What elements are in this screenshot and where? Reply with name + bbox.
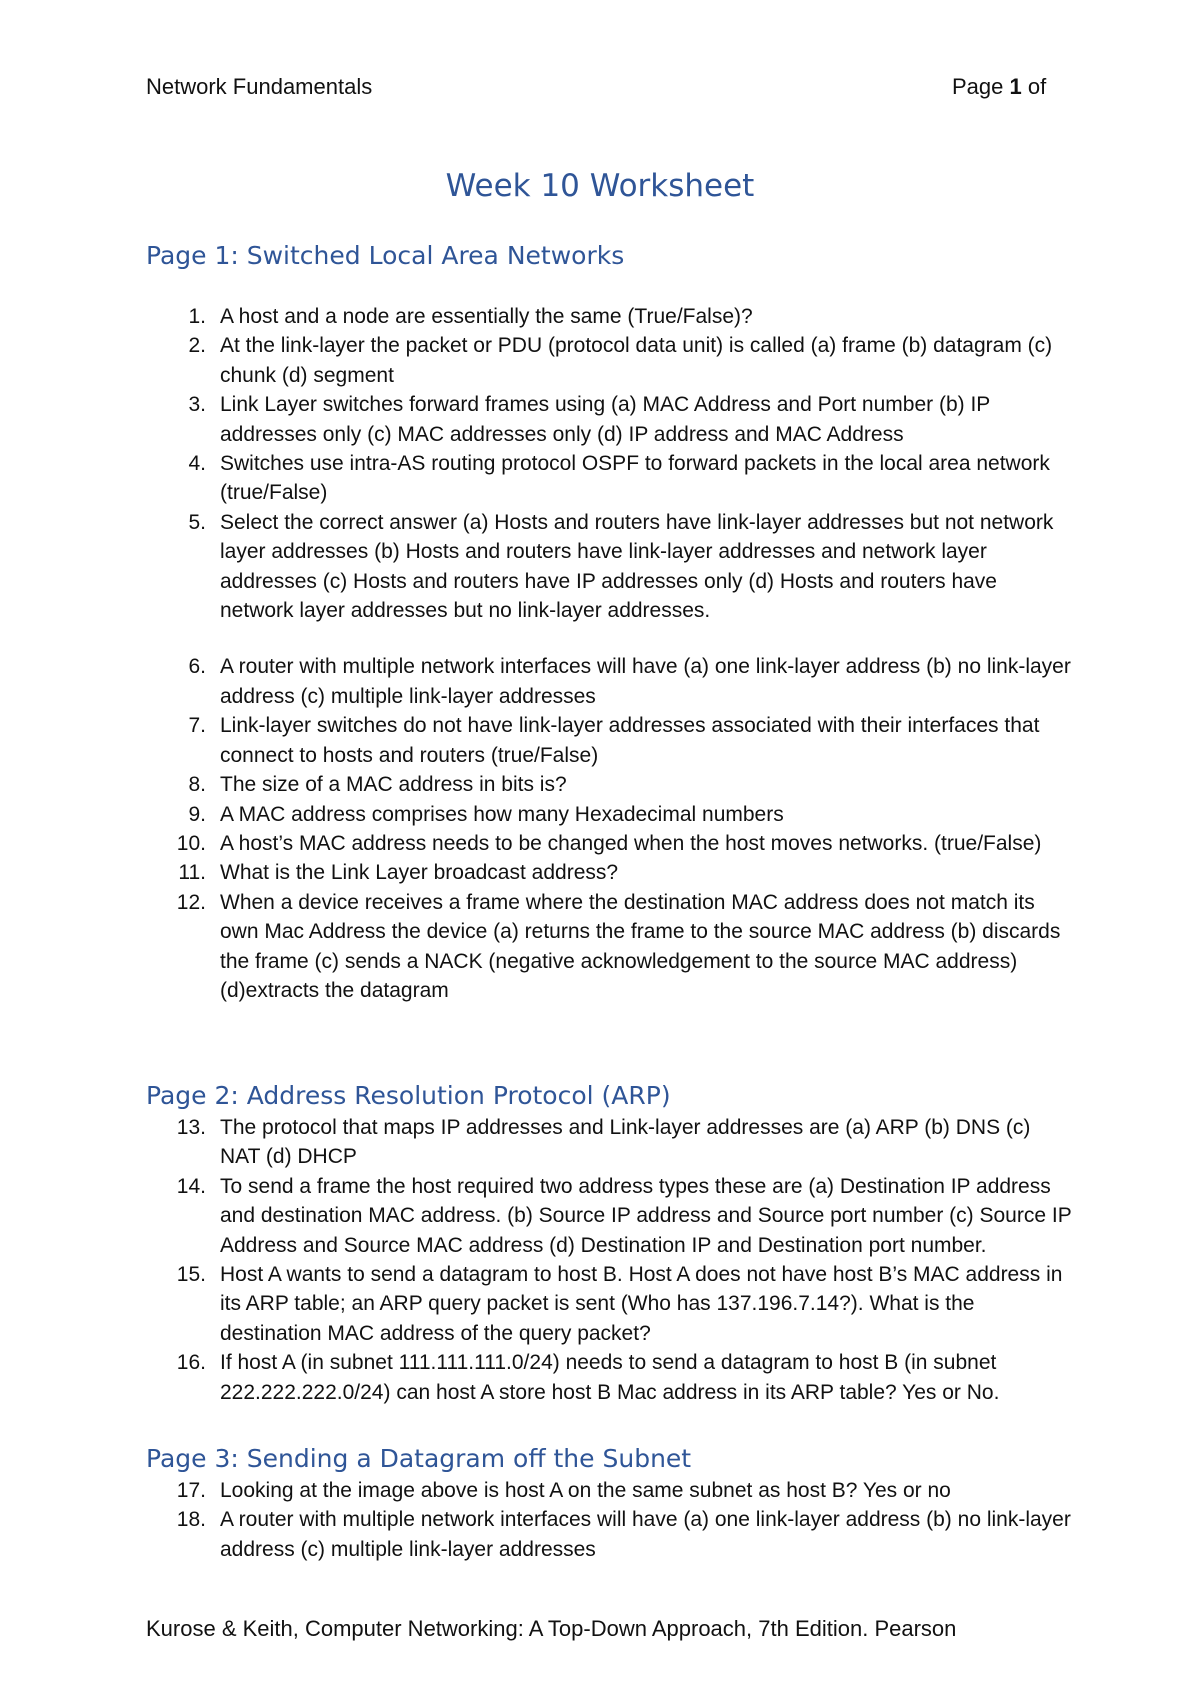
question-item: 3. Link Layer switches forward frames using (a) MAC Address and Port number (b) IP addresses only (c) MAC addresses only (d) IP address and MAC Address: [188, 393, 990, 446]
question-item: 6. A router with multiple network interfaces will have (a) one link-layer address (b) no link-layer address (c) multiple link-layer addresses: [188, 655, 1071, 708]
question-item: 16. If host A (in subnet 111.111.111.0/24) needs to send a datagram to host B (in subnet 222.222.222.0/24) can host A store host B Mac address in its ARP table? Yes or No.: [176, 1351, 1000, 1404]
section-heading-3: Page 3: Sending a Datagram off the Subnet: [146, 1444, 692, 1473]
question-item: 5. Select the correct answer (a) Hosts and routers have link-layer addresses but not network layer addresses (b) Hosts and routers have link-layer addresses and network layer addresses (c) Hosts and routers have IP addresses only (d) Hosts and routers have network layer addresses but no link-layer addresses.: [188, 510, 1054, 623]
question-item: 13. The protocol that maps IP addresses and Link-layer addresses are (a) ARP (b) DNS (c) NAT (d) DHCP: [176, 1116, 1031, 1169]
question-item: 18. A router with multiple network interfaces will have (a) one link-layer address (b) no link-layer address (c) multiple link-layer addresses: [176, 1508, 1071, 1561]
question-item: 11. What is the Link Layer broadcast address?: [178, 861, 619, 885]
question-item: 14. To send a frame the host required two address types these are (a) Destination IP address and destination MAC address. (b) Source IP address and Source port number (c) Source IP Address and Source MAC address (d) Destination IP and Destination port number.: [176, 1174, 1072, 1257]
footer-citation: Kurose & Keith, Computer Networking: A Top-Down Approach, 7th Edition. Pearson: [146, 1616, 957, 1641]
question-list-2: [146, 1113, 1076, 1407]
section-heading-1: Page 1: Switched Local Area Networks: [146, 241, 625, 270]
question-item: 17. Looking at the image above is host A on the same subnet as host B? Yes or no: [176, 1479, 951, 1502]
header-course-name: Network Fundamentals: [146, 74, 373, 99]
question-item: 2. At the link-layer the packet or PDU (protocol data unit) is called (a) frame (b) datagram (c) chunk (d) segment: [188, 334, 1053, 387]
question-item: 8. The size of a MAC address in bits is?: [188, 773, 567, 797]
section-heading-2: Page 2: Address Resolution Protocol (ARP): [146, 1081, 671, 1110]
question-item: 10. A host’s MAC address needs to be changed when the host moves networks. (true/False): [176, 831, 1042, 855]
question-item: 9. A MAC address comprises how many Hexadecimal numbers: [188, 802, 784, 826]
question-item: 4. Switches use intra-AS routing protocol OSPF to forward packets in the local area network (true/False): [188, 452, 1050, 505]
question-item: 1. A host and a node are essentially the same (True/False)?: [188, 305, 753, 328]
question-item: 7. Link-layer switches do not have link-layer addresses associated with their interfaces that connect to hosts and routers (true/False): [188, 714, 1040, 767]
question-list-1: [146, 302, 1076, 1005]
question-list-3: [146, 1476, 1076, 1564]
header-page-number: Page 1 of: [952, 74, 1047, 99]
page-title: Week 10 Worksheet: [445, 168, 755, 204]
question-item: 15. Host A wants to send a datagram to host B. Host A does not have host B’s MAC address in its ARP table; an ARP query packet is sent (Who has 137.196.7.14?). What is the destination MAC address of the query packet?: [176, 1263, 1063, 1345]
question-item: 12. When a device receives a frame where the destination MAC address does not match its own Mac Address the device (a) returns the frame to the source MAC address (b) discards the frame (c) sends a NACK (negative acknowledgement to the source MAC address) (d)extracts the datagram: [176, 890, 1061, 1002]
